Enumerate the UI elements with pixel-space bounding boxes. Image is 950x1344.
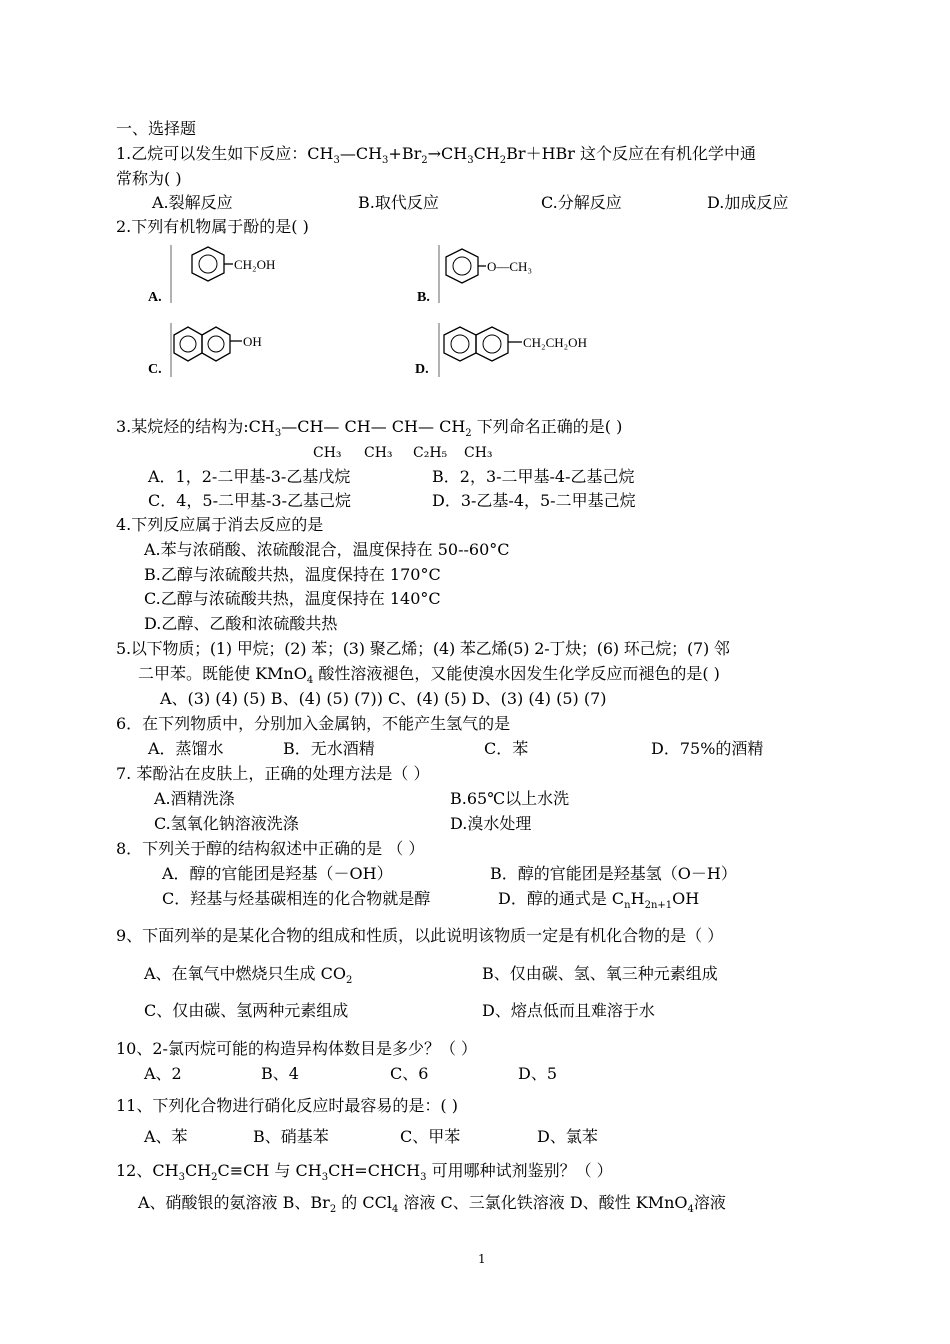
q5-stem-line2: 二甲苯。既能使 KMnO$_4$ 酸性溶液褪色，又能使溴水因发生化学反应而褪色的是( ) bbox=[138, 664, 720, 686]
q3-branch-2: CH₃ bbox=[364, 445, 393, 461]
q3-stem: 3.某烷烃的结构为$:CH_3—CH—$ CH— CH— $CH_2$ 下列命名正确的是( ) bbox=[116, 417, 623, 439]
q2-label-b: B. bbox=[417, 290, 430, 305]
q12-options: A、硝酸银的氨溶液 B、$Br_2$ 的 CCl$_4$ 溶液 C、三氯化铁溶液 D、酸性 KMnO$_4$溶液 bbox=[138, 1193, 726, 1215]
q2-label-c: C. bbox=[148, 362, 162, 377]
q4-stem: 4.下列反应属于消去反应的是 bbox=[116, 515, 324, 534]
q10-option-d: D、5 bbox=[518, 1064, 558, 1083]
q7-stem: 7. 苯酚沾在皮肤上，正确的处理方法是（ ） bbox=[116, 764, 430, 783]
q9-option-b: B、仅由碳、氢、氧三种元素组成 bbox=[482, 964, 718, 983]
q2-group-c: OH bbox=[243, 334, 262, 349]
q4-option-a: A.苯与浓硝酸、浓硫酸混合，温度保持在 50--60°C bbox=[144, 540, 510, 559]
naphthol-structure bbox=[170, 323, 290, 378]
benzyl-alcohol-structure bbox=[170, 245, 285, 305]
q6-option-c: C．苯 bbox=[484, 739, 529, 758]
q12-stem: 12、$CH_3CH_2C\equiv CH$ 与 $CH_3CH=CHCH_3$ 可用哪种试剂鉴别？（ ） bbox=[116, 1161, 613, 1183]
q11-option-d: D、氯苯 bbox=[537, 1127, 598, 1146]
q7-option-d: D.溴水处理 bbox=[450, 814, 532, 833]
q4-option-b: B.乙醇与浓硫酸共热，温度保持在 170°C bbox=[144, 565, 441, 584]
q5-options: A、(3) (4) (5) B、(4) (5) (7)) C、(4) (5) D、(3) (4) (5) (7) bbox=[160, 689, 607, 708]
q4-option-d: D.乙醇、乙酸和浓硫酸共热 bbox=[144, 614, 338, 633]
q11-stem: 11、下列化合物进行硝化反应时最容易的是：( ) bbox=[116, 1096, 458, 1115]
q11-option-b: B、硝基苯 bbox=[253, 1127, 329, 1146]
q11-option-a: A、苯 bbox=[144, 1127, 188, 1146]
q3-option-c: C．4，5-二甲基-3-乙基己烷 bbox=[148, 491, 352, 510]
q1-stem-line2: 常称为( ) bbox=[116, 169, 182, 188]
page-number: 1 bbox=[478, 1252, 486, 1266]
q3-option-b: B．2，3-二甲基-4-乙基己烷 bbox=[432, 467, 635, 486]
q8-option-a: A．醇的官能团是羟基（－OH） bbox=[162, 864, 393, 883]
q1-option-b: B.取代反应 bbox=[358, 193, 439, 212]
q7-option-c: C.氢氧化钠溶液洗涤 bbox=[154, 814, 299, 833]
q6-option-a: A．蒸馏水 bbox=[148, 739, 224, 758]
section-title: 一、选择题 bbox=[116, 119, 197, 138]
q3-option-d: D．3-乙基-4，5-二甲基己烷 bbox=[432, 491, 636, 510]
q8-option-c: C．羟基与烃基碳相连的化合物就是醇 bbox=[162, 889, 431, 908]
q6-option-d: D．75%的酒精 bbox=[651, 739, 764, 758]
q9-option-c: C、仅由碳、氢两种元素组成 bbox=[144, 1001, 349, 1020]
q7-option-a: A.酒精洗涤 bbox=[154, 789, 235, 808]
q1-option-c: C.分解反应 bbox=[541, 193, 622, 212]
q8-stem: 8．下列关于醇的结构叙述中正确的是 （ ） bbox=[116, 839, 425, 858]
q2-stem: 2.下列有机物属于酚的是( ) bbox=[116, 217, 309, 236]
q11-option-c: C、甲苯 bbox=[400, 1127, 461, 1146]
q1-option-a: A.裂解反应 bbox=[152, 193, 233, 212]
q2-group-d: CH₂CH₂OH bbox=[523, 335, 587, 350]
q2-label-a: A. bbox=[148, 290, 162, 305]
q4-option-c: C.乙醇与浓硫酸共热，温度保持在 140°C bbox=[144, 589, 441, 608]
q6-stem: 6．在下列物质中，分别加入金属钠，不能产生氢气的是 bbox=[116, 714, 511, 733]
q2-group-a: CH₂OH bbox=[234, 257, 276, 272]
q9-stem: 9、下面列举的是某化合物的组成和性质，以此说明该物质一定是有机化合物的是（ ） bbox=[116, 926, 724, 945]
q7-option-b: B.65℃以上水洗 bbox=[450, 789, 570, 808]
anisole-structure bbox=[438, 245, 553, 305]
q3-branch-3: C₂H₅ bbox=[413, 445, 448, 461]
q2-label-d: D. bbox=[415, 362, 429, 377]
q10-option-c: C、6 bbox=[390, 1064, 429, 1083]
q2-group-b: O—CH₃ bbox=[487, 259, 532, 274]
q1-option-d: D.加成反应 bbox=[707, 193, 789, 212]
q8-option-b: B．醇的官能团是羟基氢（O－H） bbox=[490, 864, 737, 883]
q5-stem-line1: 5.以下物质；(1) 甲烷；(2) 苯；(3) 聚乙烯；(4) 苯乙烯(5) 2-丁炔；(6) 环己烷；(7) 邻 bbox=[116, 639, 730, 658]
q9-option-a: A、在氧气中燃烧只生成 $CO_2$ bbox=[144, 964, 353, 986]
q8-option-d: D．醇的通式是 $C_nH_{2n+1}OH$ bbox=[498, 889, 700, 911]
q3-branch-4: CH₃ bbox=[464, 445, 493, 461]
q10-option-a: A、2 bbox=[144, 1064, 182, 1083]
q9-option-d: D、熔点低而且难溶于水 bbox=[482, 1001, 655, 1020]
naphthylethanol-structure bbox=[438, 323, 618, 378]
q1-stem-line1: 1.乙烷可以发生如下反应：$CH_3—CH_3+Br_2\to CH_3CH_2Br+HBr$ 这个反应在有机化学中通 bbox=[116, 144, 757, 166]
q3-branch-1: CH₃ bbox=[313, 445, 342, 461]
q3-option-a: A．1，2-二甲基-3-乙基戊烷 bbox=[148, 467, 351, 486]
q6-option-b: B．无水酒精 bbox=[283, 739, 375, 758]
q10-stem: 10、2-氯丙烷可能的构造异构体数目是多少？（ ） bbox=[116, 1039, 478, 1058]
q10-option-b: B、4 bbox=[261, 1064, 299, 1083]
